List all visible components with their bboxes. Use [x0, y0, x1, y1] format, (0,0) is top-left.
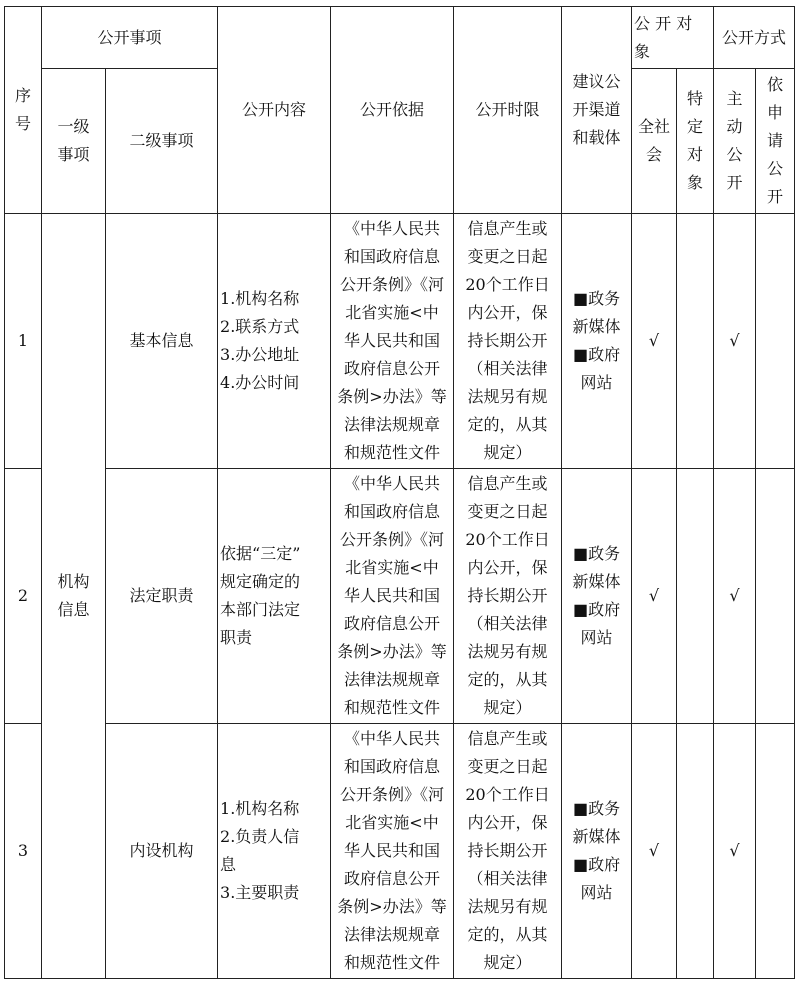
row-request-check — [756, 724, 795, 979]
row-channel: ■政务 新媒体 ■政府 网站 — [562, 214, 632, 469]
header-method-active: 主 动 公 开 — [714, 69, 756, 214]
row-channel: ■政务 新媒体 ■政府 网站 — [562, 724, 632, 979]
header-level2: 二级事项 — [106, 69, 218, 214]
header-level1: 一级 事项 — [42, 69, 106, 214]
row-basis: 《中华人民共 和国政府信息 公开条例》《河 北省实施<中 华人民共和国 政府信息公开 条例>办法》等 法律法规规章 和规范性文件 — [331, 724, 454, 979]
header-channel: 建议公 开渠道 和载体 — [562, 7, 632, 214]
row-content: 依据“三定” 规定确定的 本部门法定 职责 — [218, 469, 331, 724]
header-public-item: 公开事项 — [42, 7, 218, 69]
header-seq: 序 号 — [5, 7, 42, 214]
row-active-check: √ — [714, 469, 756, 724]
row-content: 1.机构名称 2.联系方式 3.办公地址 4.办公时间 — [218, 214, 331, 469]
row-seq: 1 — [5, 214, 42, 469]
row-time-limit: 信息产生或 变更之日起 20个工作日 内公开，保 持长期公开 （相关法律 法规另有规 定的，从其 规定） — [454, 724, 562, 979]
row-active-check: √ — [714, 724, 756, 979]
row-seq: 3 — [5, 724, 42, 979]
header-time-limit: 公开时限 — [454, 7, 562, 214]
row-active-check: √ — [714, 214, 756, 469]
header-row-1 — [5, 7, 795, 69]
row-all-society-check: √ — [632, 724, 677, 979]
row-basis: 《中华人民共 和国政府信息 公开条例》《河 北省实施<中 华人民共和国 政府信息公开 条例>办法》等 法律法规规章 和规范性文件 — [331, 469, 454, 724]
row-all-society-check: √ — [632, 469, 677, 724]
header-method: 公开方式 — [714, 7, 795, 69]
row-item: 法定职责 — [106, 469, 218, 724]
row-request-check — [756, 469, 795, 724]
row-specific-check — [677, 724, 714, 979]
level1-item: 机构 信息 — [42, 214, 106, 979]
header-target: 公 开 对 象 — [632, 7, 714, 69]
header-method-request: 依 申 请 公 开 — [756, 69, 795, 214]
row-all-society-check: √ — [632, 214, 677, 469]
row-content: 1.机构名称 2.负责人信 息 3.主要职责 — [218, 724, 331, 979]
row-time-limit: 信息产生或 变更之日起 20个工作日 内公开，保 持长期公开 （相关法律 法规另有规 定的，从其 规定） — [454, 214, 562, 469]
row-specific-check — [677, 214, 714, 469]
table-row — [5, 469, 795, 724]
row-time-limit: 信息产生或 变更之日起 20个工作日 内公开，保 持长期公开 （相关法律 法规另有规 定的，从其 规定） — [454, 469, 562, 724]
table-row — [5, 214, 795, 469]
row-request-check — [756, 214, 795, 469]
header-basis: 公开依据 — [331, 7, 454, 214]
header-target-specific: 特 定 对 象 — [677, 69, 714, 214]
row-item: 基本信息 — [106, 214, 218, 469]
row-basis: 《中华人民共 和国政府信息 公开条例》《河 北省实施<中 华人民共和国 政府信息公开 条例>办法》等 法律法规规章 和规范性文件 — [331, 214, 454, 469]
disclosure-table — [4, 6, 795, 979]
row-specific-check — [677, 469, 714, 724]
table-row — [5, 724, 795, 979]
row-seq: 2 — [5, 469, 42, 724]
header-target-all: 全社 会 — [632, 69, 677, 214]
header-content: 公开内容 — [218, 7, 331, 214]
row-item: 内设机构 — [106, 724, 218, 979]
row-channel: ■政务 新媒体 ■政府 网站 — [562, 469, 632, 724]
